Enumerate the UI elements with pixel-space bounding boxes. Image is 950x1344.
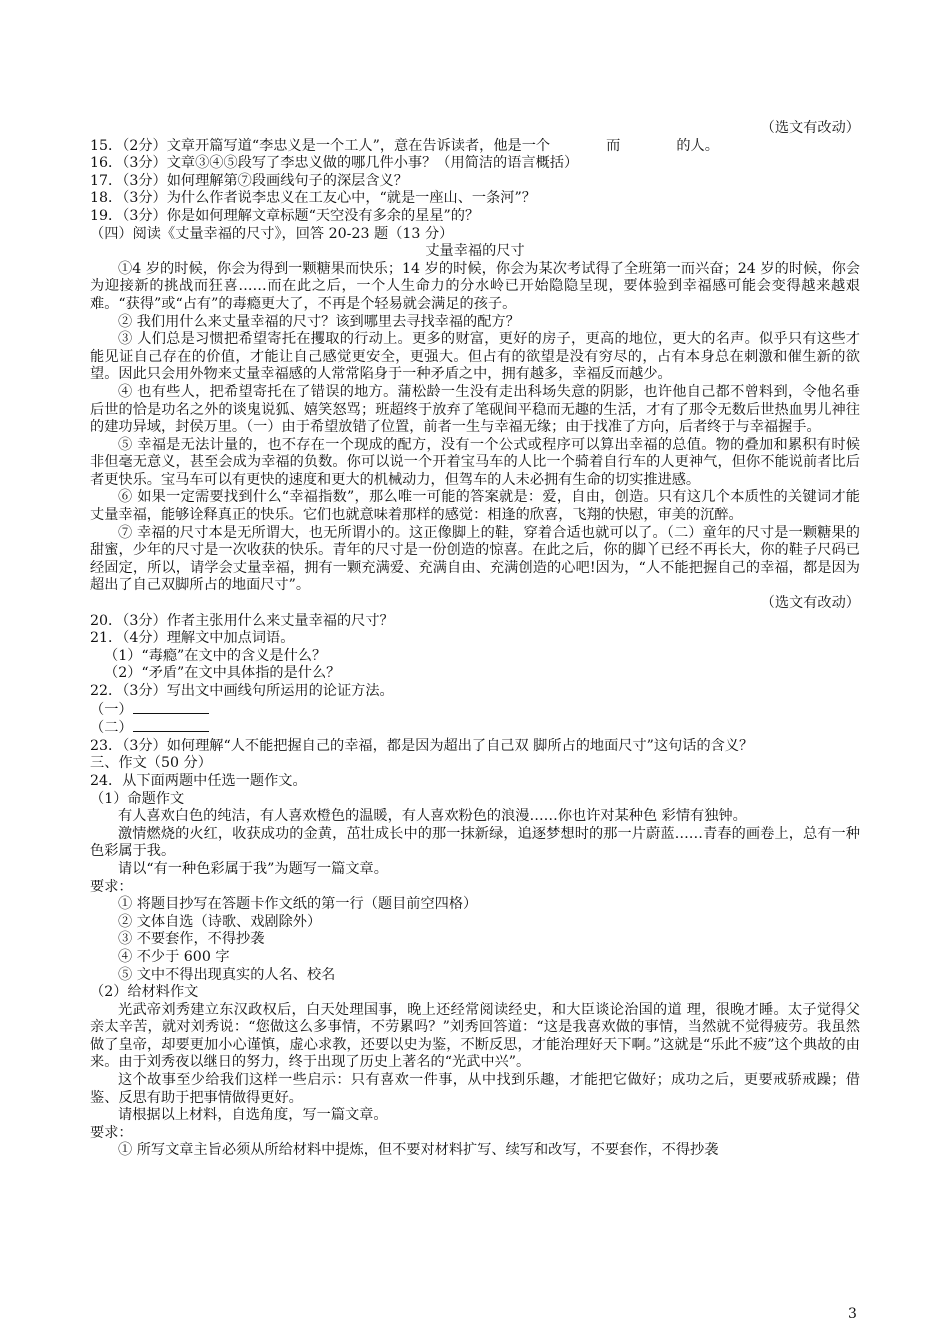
article-paragraph-1: ①4 岁的时候，你会为得到一颗糖果而快乐；14 岁的时候，你会为某次考试得了全班第一而兴奋；24 岁的时候，你会为迎接新的挑战而狂喜……而在此之后，一个人生命力的分水岭已开始隐隐呈现，要体验到幸福感可能会变得越来越艰难。“获得”或“占有”的毒瘾更大了，不再是个轻易就会满足的孩子。 — [90, 260, 860, 312]
option-1-paragraph-2: 激情燃烧的火红，收获成功的金黄，茁壮成长中的那一抹新绿，追逐梦想时的那一片蔚蓝……青春的画卷上，总有一种色彩属于我。 — [90, 825, 860, 860]
question-20: 20．（3分）作者主张用什么来丈量幸福的尺寸？ — [90, 612, 394, 629]
requirement-item: ④ 不少于 600 字 — [118, 948, 230, 965]
question-16: 16．（3分）文章③④⑤段写了李忠义做的哪几件小事？（用简洁的语言概括） — [90, 155, 579, 172]
question-17: 17．（3分）如何理解第⑦段画线句子的深层含义？ — [90, 172, 408, 189]
question-18: 18．（3分）为什么作者说李忠义在工友心中，“就是一座山、一条河”？ — [90, 190, 536, 207]
question-23: 23．（3分）如何理解“人不能把握自己的幸福，都是因为超出了自己双 脚所占的地面尺寸”这句话的含义？ — [90, 737, 754, 754]
question-19: 19．（3分）你是如何理解文章标题“天空没有多余的星星”的？ — [90, 207, 480, 224]
option-2-paragraph-3: 请根据以上材料，自选角度，写一篇文章。 — [118, 1107, 388, 1124]
question-15: 15．（2分）文章开篇写道“李忠义是一个工人”，意在告诉读者，他是一个 而 的人。 — [90, 137, 719, 154]
question-21: 21．（4分）理解文中加点词语。 — [90, 630, 295, 647]
article-paragraph-4: ④ 也有些人，把希望寄托在了错误的地方。蒲松龄一生没有走出科场失意的阴影，也许他自己都不曾料到，令他名垂后世的恰是功名之外的谈鬼说狐、嬉笑怒骂；班超终于放弃了笔砚间平稳而无趣的生活，才有了那令无数后世热血男儿神往的建功异域，封侯万里。（一）由于希望放错了位置，前者一生与幸福无缘；由于找准了方向，后者终于与幸福握手。 — [90, 383, 860, 436]
question-21-2: （2）“矛盾”在文中具体指的是什么？ — [104, 665, 341, 682]
answer-line — [133, 701, 209, 714]
option-2-paragraph-1: 光武帝刘秀建立东汉政权后，白天处理国事，晚上还经常阅读经史，和大臣谈论治国的道 理，很晚才睡。太子觉得父亲太辛苦，就对刘秀说：“您做这么多事情，不劳累吗？”刘秀回答道：“这是我喜欢做的事情，当然就不觉得疲劳。我虽然做了皇帝，却要更加小心谨慎，虚心求教，还要以史为鉴，不断反思，才能治理好天下啊。”这就是“乐此不疲”这个典故的由来。由于刘秀夜以继日的努力，终于出现了历史上著名的“光武中兴”。 — [90, 1001, 860, 1071]
requirement-item: ⑤ 文中不得出现真实的人名、校名 — [118, 966, 336, 983]
article-paragraph-2: ② 我们用什么来丈量幸福的尺寸？该到哪里去寻找幸福的配方？ — [118, 313, 520, 330]
answer-blank-1: （一） — [90, 701, 860, 720]
requirement-item: ③ 不要套作，不得抄袭 — [118, 931, 265, 948]
requirements-label: 要求： — [90, 878, 133, 895]
option-1-label: （1）命题作文 — [90, 790, 185, 807]
page-number: 3 — [848, 1306, 857, 1322]
question-21-1: （1）“毒瘾”在文中的含义是什么？ — [104, 647, 327, 664]
option-1-paragraph-1: 有人喜欢白色的纯洁，有人喜欢橙色的温暖，有人喜欢粉色的浪漫……你也许对某种色 彩情有独钟。 — [118, 808, 747, 825]
answer-blank-2: （二） — [90, 719, 860, 738]
question-24: 24．从下面两题中任选一题作文。 — [90, 772, 307, 789]
option-2-label: （2）给材料作文 — [90, 984, 199, 1001]
section-4-intro: （四）阅读《丈量幸福的尺寸》，回答 20-23 题（13 分） — [90, 225, 454, 242]
exam-page — [90, 120, 860, 1160]
writing-heading: 三、作文（50 分） — [90, 755, 212, 772]
requirement-item: ② 文体自选（诗歌、戏剧除外） — [118, 913, 322, 930]
option-1-paragraph-3: 请以“有一种色彩属于我”为题写一篇文章。 — [118, 860, 388, 877]
requirement-item: ① 所写文章主旨必须从所给材料中提炼，但不要对材料扩写、续写和改写，不要套作，不得抄袭 — [118, 1142, 719, 1159]
source-note: （选文有改动） — [760, 595, 860, 612]
article-title: 丈量幸福的尺寸 — [425, 243, 525, 260]
requirement-item: ① 将题目抄写在答题卡作文纸的第一行（题目前空四格） — [118, 896, 478, 913]
article-paragraph-6: ⑥ 如果一定需要找到什么“幸福指数”，那么唯一可能的答案就是：爱，自由，创造。只有这几个本质性的关键词才能丈量幸福，能够诠释真正的快乐。它们也就意味着那样的感觉：相逢的欣喜，飞翔的快慰，审美的沉醉。 — [90, 489, 860, 524]
article-paragraph-5: ⑤ 幸福是无法计量的，也不存在一个现成的配方，没有一个公式或程序可以算出幸福的总值。物的叠加和累积有时候非但毫无意义，甚至会成为幸福的负数。你可以说一个开着宝马车的人比一个骑着自行车的人更神气，但你不能说前者比后者更快乐。宝马车可以有更快的速度和更大的机械动力，但驾车的人未必拥有生命的切实推进感。 — [90, 436, 860, 488]
option-2-paragraph-2: 这个故事至少给我们这样一些启示：只有喜欢一件事，从中找到乐趣，才能把它做好；成功之后，更要戒骄戒躁；借鉴、反思有助于把事情做得更好。 — [90, 1072, 860, 1106]
question-22: 22．（3分）写出文中画线句所运用的论证方法。 — [90, 683, 394, 699]
requirements-label: 要求： — [90, 1124, 133, 1141]
article-paragraph-7: ⑦ 幸福的尺寸本是无所谓大，也无所谓小的。这正像脚上的鞋，穿着合适也就可以了。（二）童年的尺寸是一颗糖果的甜蜜，少年的尺寸是一次收获的快乐。青年的尺寸是一份创造的惊喜。在此之后，你的脚丫已经不再长大，你的鞋子尺码已经固定，所以，请学会丈量幸福，拥有一颗充满爱、充满自由、充满创造的心吧!因为，“人不能把握自己的幸福，都是因为超出了自己双脚所占的地面尺寸”。 — [90, 524, 860, 594]
article-paragraph-3: ③ 人们总是习惯把希望寄托在攫取的行动上。更多的财富，更好的房子，更高的地位，更大的名声。似乎只有这些才能见证自己存在的价值，才能让自己感觉更安全，更强大。但占有的欲望是没有穷尽的，占有本身总在刺激和催生新的欲望。因此只会用外物来丈量幸福感的人常常陷身于一种矛盾之中，拥有越多，幸福反而越少。 — [90, 331, 860, 383]
source-note: （选文有改动） — [760, 120, 860, 136]
answer-line — [133, 719, 209, 732]
